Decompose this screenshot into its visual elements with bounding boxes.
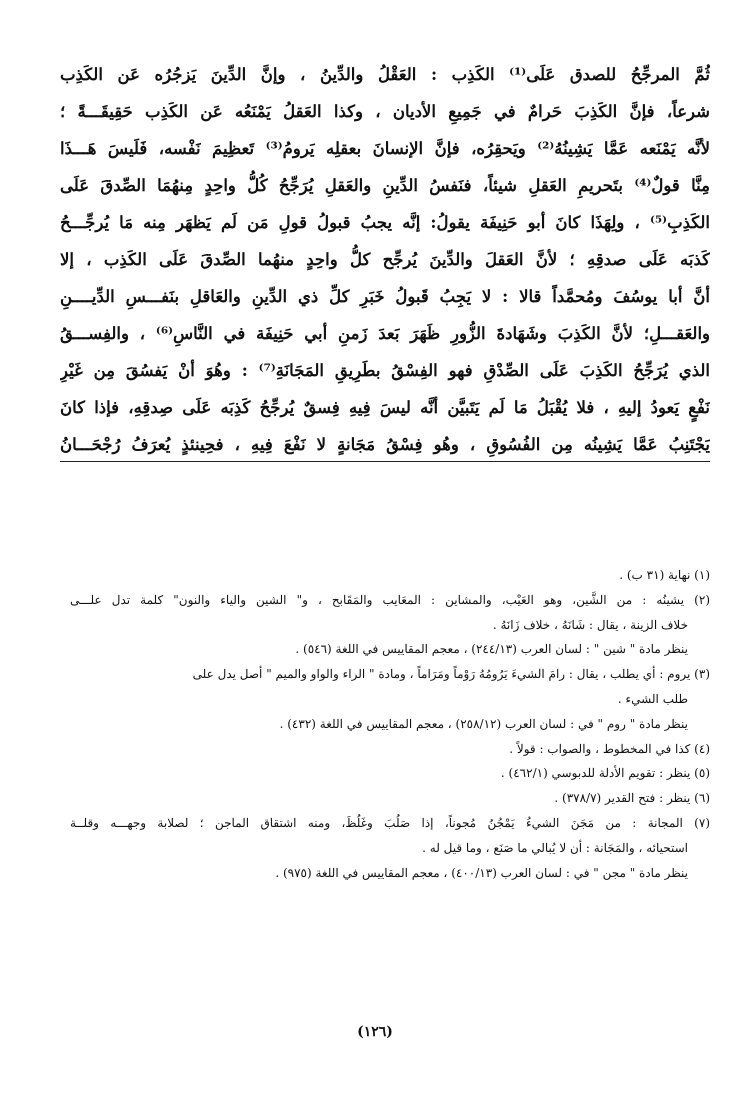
body-line: الذي يُرَجِّحُ الكَذِبَ عَلَى الصِّدْقِ فهو الفِسْقُ بطَرِيقِ المَجَانَةِ⁽⁷⁾ : وهُوَ أنْ يَفسُقَ مِن غَيْرِ <box>60 361 710 380</box>
footnote-3-reference: ينظر مادة " روم " في : لسان العرب (٢٥٨/١٢) ، معجم المقاييس في اللغة (٤٣٢) . <box>279 716 688 731</box>
body-line: أنَّ أبا يوسُفَ ومُحمَّداً قالا : لا يَجِبُ قَبولُ خَبَرِ كلِّ ذي الدِّينِ والعَاقلِ بنَفـــسِ الدِّيــــنِ <box>60 287 710 306</box>
footnote-3: (٣) يروم : أي يطلب ، يقال : رامَ الشيءَ يَرُومُهُ رَوْماً ومَرَاماً ، ومادة " الراء والواو والميم " أصل يدل على <box>192 667 710 682</box>
page-number: (١٢٦) <box>357 1024 393 1040</box>
body-line: الكَذِبِ⁽⁵⁾ ، ولِهَذَا كانَ أبو حَنِيفَة يقولُ: إنَّه يجبُ قبولُ قولِ مَن لَم يَظهَر مِنه مَا يُرجِّـــحُ <box>60 213 710 232</box>
body-line: كَذبَه عَلَى صدقِهِ ؛ لأنَّ العَقلَ والدِّينَ يُرجِّح كلُّ واحِدٍ منهُما الصِّدقَ عَلَى الكَذِب ، إلا <box>60 250 710 269</box>
footnote-2-continued: خلاف الزينة ، يقال : شَانَهُ ، خلاف زَانَهُ . <box>492 617 688 632</box>
footnote-3-continued: طلب الشيء . <box>617 691 688 706</box>
body-line-last: يَجْتَنِبُ عَمَّا يَشِينُه مِن الفُسُوقِ ، وهُو فِسْقُ مَجَانةٍ لا نَفْعَ فِيهِ ، فحِينئذٍ يُعرَفُ رُجْحَـــانُ <box>60 426 710 462</box>
body-line: لأنَّه يَمْنَعه عَمَّا يَشِينُهُ⁽²⁾ ويَحقِرُه، فإنَّ الإنسانَ بعقلِه يَرومُ⁽³⁾ تَعظِيمَ نَفْسه، فَلَيسَ هَـــذَا <box>60 139 710 158</box>
body-line: ثُمَّ المرجِّحُ للصدق عَلَى⁽¹⁾ الكَذِب : العَقْلُ والدِّينُ ، وإنَّ الدِّينَ يَزجُرُه عَن الكَذِب <box>60 65 710 84</box>
footnote-6: (٦) ينظر : فتح القدير (٣٧٨/٧) . <box>554 791 710 806</box>
footnote-2: (٢) يشينُه : من الشَّين، وهو العَيْب، والمشاين : المعَايب والمَقَابح ، و" الشين والياء والنون" كلمة تدل علـــى <box>70 592 710 607</box>
footnote-5: (٥) ينظر : تقويم الأدلة للدبوسي (٤٦٢/١) . <box>500 766 710 781</box>
body-line: شرعاً، فإنَّ الكَذِبَ حَرامٌ في جَمِيعِ الأديان ، وكذا العَقلُ يَمْنَعُه عَن الكَذِب حَقِيقَـــةً ؛ <box>60 102 710 121</box>
footnote-4: (٤) كذا في المخطوط ، والصواب : قولاً . <box>509 741 710 756</box>
body-line: نَفْعٍ يَعودُ إليهِ ، فلا يُقْبَلُ مَا لَم يَتَبيَّن أنَّه ليسَ فِيهِ فِسقٌ يُرجِّحُ كَذِبَه عَلَى صِدقِهِ، فإذا كانَ <box>60 398 710 417</box>
footnote-1: (١) نهاية (٣١ ب) . <box>619 568 710 582</box>
footnote-7-continued: استحيائه ، والمَجَانة : أن لا يُبالي ما صَنَع ، وما قيل له . <box>422 840 688 855</box>
footnotes <box>70 563 710 885</box>
body-line: والعَقـــلِ؛ لأنَّ الكَذِبَ وشَهَادةَ الزُّورِ ظَهَرَ بَعدَ زَمنِ أبي حَنِيفَة في النَّاسِ⁽⁶⁾ ، والفِســـقُ <box>60 324 710 343</box>
footnote-7: (٧) المجانة : من مَجَنَ الشيءُ يَمْجُنُ مُجوناً، إذا صَلُبَ وغَلُظَ، ومنه اشتقاق الماجن ؛ لصلابة وجهـــه وقلــة <box>70 815 710 830</box>
body-line: مِنَّا قولٌ⁽⁴⁾ بتَحريمِ العَقلِ شيئاً، فنَفسُ الدِّينِ والعَقلِ يُرَجِّحُ كُلُّ واحِدٍ مِنهُمَا الصِّدقَ عَلَى <box>60 176 710 195</box>
footnote-7-reference: ينظر مادة " مجن " في : لسان العرب (٤٠٠/١٣) ، معجم المقاييس في اللغة (٩٧٥) . <box>275 865 688 880</box>
main-text <box>60 56 710 462</box>
footnote-2-reference: ينظر مادة " شين " : لسان العرب (٢٤٤/١٣) ، معجم المقاييس في اللغة (٥٤٦) . <box>295 642 688 657</box>
